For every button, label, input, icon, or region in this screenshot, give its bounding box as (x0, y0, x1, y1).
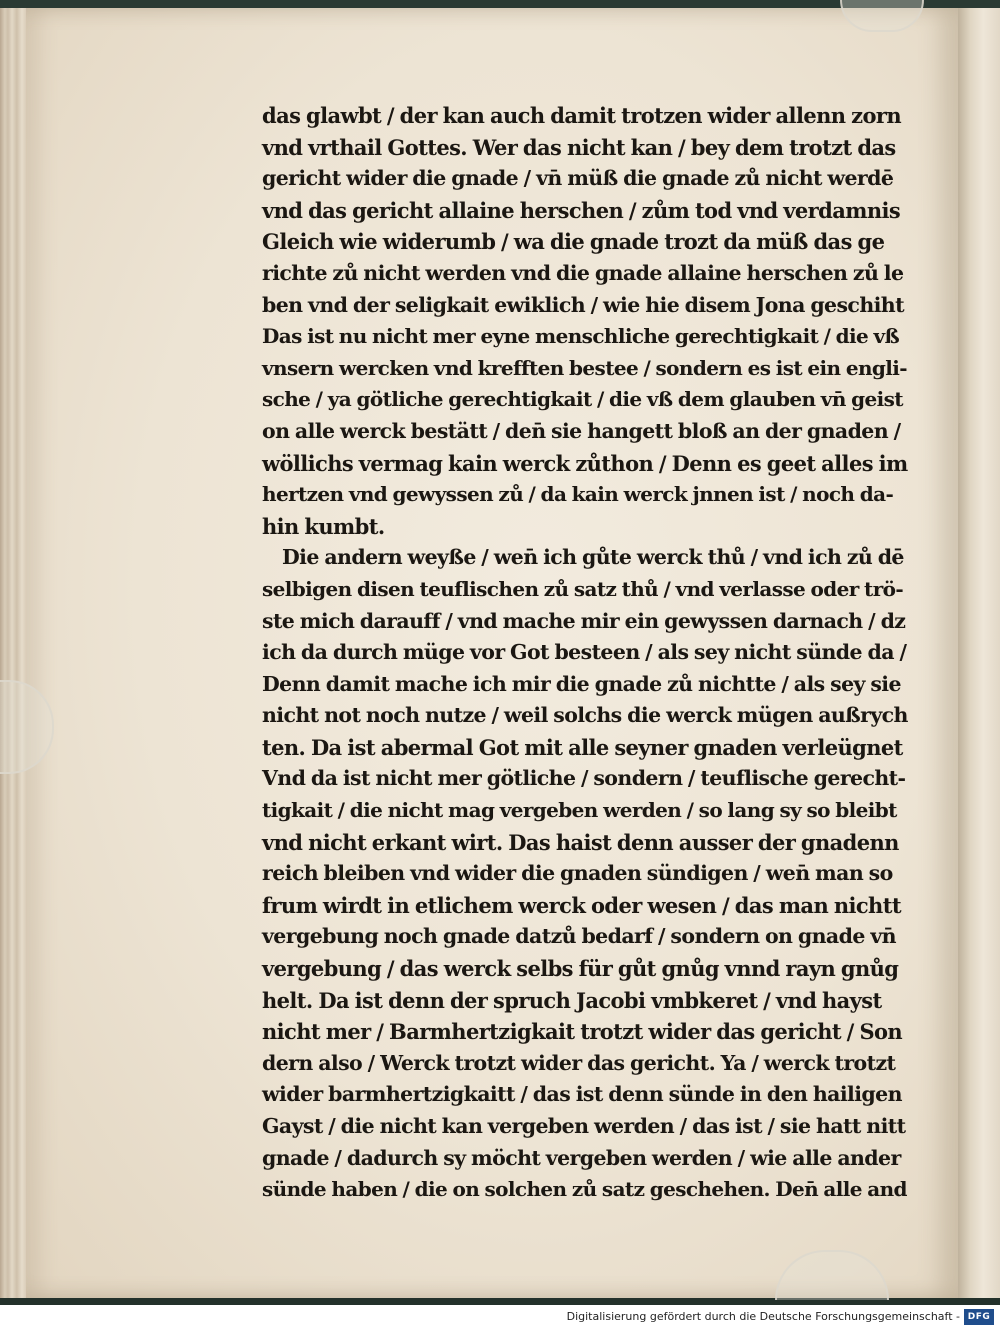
text-line: vergebung / das werck selbs für gůt gnůg vnnd rayn gnůg (262, 956, 899, 982)
text-line: hin kumbt. (262, 513, 385, 539)
text-line: gnade / dadurch sy möcht vergeben werden / wie alle ander (262, 1145, 901, 1170)
text-line: vnsern wercken vnd krefften bestee / sondern es ist ein engli- (262, 355, 907, 380)
text-line: sünde haben / die on solchen zů satz geschehen. Den̄ alle and (262, 1177, 907, 1202)
text-line: hertzen vnd gewyssen zů / da kain werck jnnen ist / noch da- (262, 482, 894, 507)
text-line: richte zů nicht werden vnd die gnade allaine herschen zů le (262, 260, 904, 285)
text-line: vnd vrthail Gottes. Wer das nicht kan / bey dem trotzt das (262, 134, 896, 160)
text-line: helt. Da ist denn der spruch Jacobi vmbkeret / vnd hayst (262, 987, 882, 1013)
text-line: nicht mer / Barmhertzigkait trotzt wider das gericht / Son (262, 1019, 903, 1045)
text-line: vnd das gericht allaine herschen / zům tod vnd verdamnis (262, 197, 901, 223)
text-line: wider barmhertzigkaitt / das ist denn sünde in den hailigen (262, 1082, 902, 1107)
text-line: Vnd da ist nicht mer götliche / sondern / teuflische gerecht- (262, 766, 906, 791)
dfg-logo: DFG (964, 1309, 994, 1325)
digitization-footer (0, 1305, 1000, 1329)
text-line: gericht wider die gnade / vn̄ müß die gnade zů nicht werdē (262, 166, 894, 191)
text-line: tigkait / die nicht mag vergeben werden / so lang sy so bleibt (262, 798, 897, 823)
text-line: ben vnd der seligkait ewiklich / wie hie disem Jona geschiht (262, 292, 904, 317)
text-line: nicht not noch nutze / weil solchs die werck mügen außrych (262, 703, 908, 728)
text-line: Denn damit mache ich mir die gnade zů nichtte / als sey sie (262, 671, 901, 696)
text-line: wöllichs vermag kain werck zůthon / Denn es geet alles im (262, 450, 908, 476)
text-line: vnd nicht erkant wirt. Das haist denn ausser der gnadenn (262, 829, 899, 855)
text-line: Gayst / die nicht kan vergeben werden / das ist / sie hatt nitt (262, 1114, 906, 1138)
text-line: Die andern weyße / wen̄ ich gůte werck thů / vnd ich zů dē (282, 545, 904, 570)
text-line: vergebung noch gnade datzů bedarf / sondern on gnade vn̄ (262, 924, 896, 949)
text-line: frum wirdt in etlichem werck oder wesen / das man nichtt (262, 892, 901, 918)
text-line: dern also / Werck trotzt wider das gericht. Ya / werck trotzt (262, 1050, 896, 1075)
text-line: reich bleiben vnd wider die gnaden sündigen / wen̄ man so (262, 861, 893, 886)
text-line: on alle werck bestätt / den̄ sie hangett bloß an der gnaden / (262, 418, 901, 443)
page-text-block (262, 100, 908, 1206)
text-line: ten. Da ist abermal Got mit alle seyner gnaden verleügnet (262, 734, 903, 760)
text-line: Das ist nu nicht mer eyne menschliche gerechtigkait / die vß (262, 324, 900, 349)
text-line: selbigen disen teuflischen zů satz thů / vnd verlasse oder trö- (262, 576, 904, 601)
page-fold-edge (958, 8, 1000, 1298)
funding-credit: Digitalisierung gefördert durch die Deutsche Forschungsgemeinschaft - (566, 1310, 960, 1323)
text-line: ich da durch müge vor Got besteen / als sey nicht sünde da / (262, 640, 907, 665)
text-line: ste mich darauff / vnd mache mir ein gewyssen darnach / dz (262, 608, 906, 633)
text-line: sche / ya götliche gerechtigkait / die vß dem glauben vn̄ geist (262, 387, 903, 412)
text-line: das glawbt / der kan auch damit trotzen wider allenn zorn (262, 103, 901, 128)
text-line: Gleich wie widerumb / wa die gnade trozt da müß das ge (262, 229, 885, 255)
